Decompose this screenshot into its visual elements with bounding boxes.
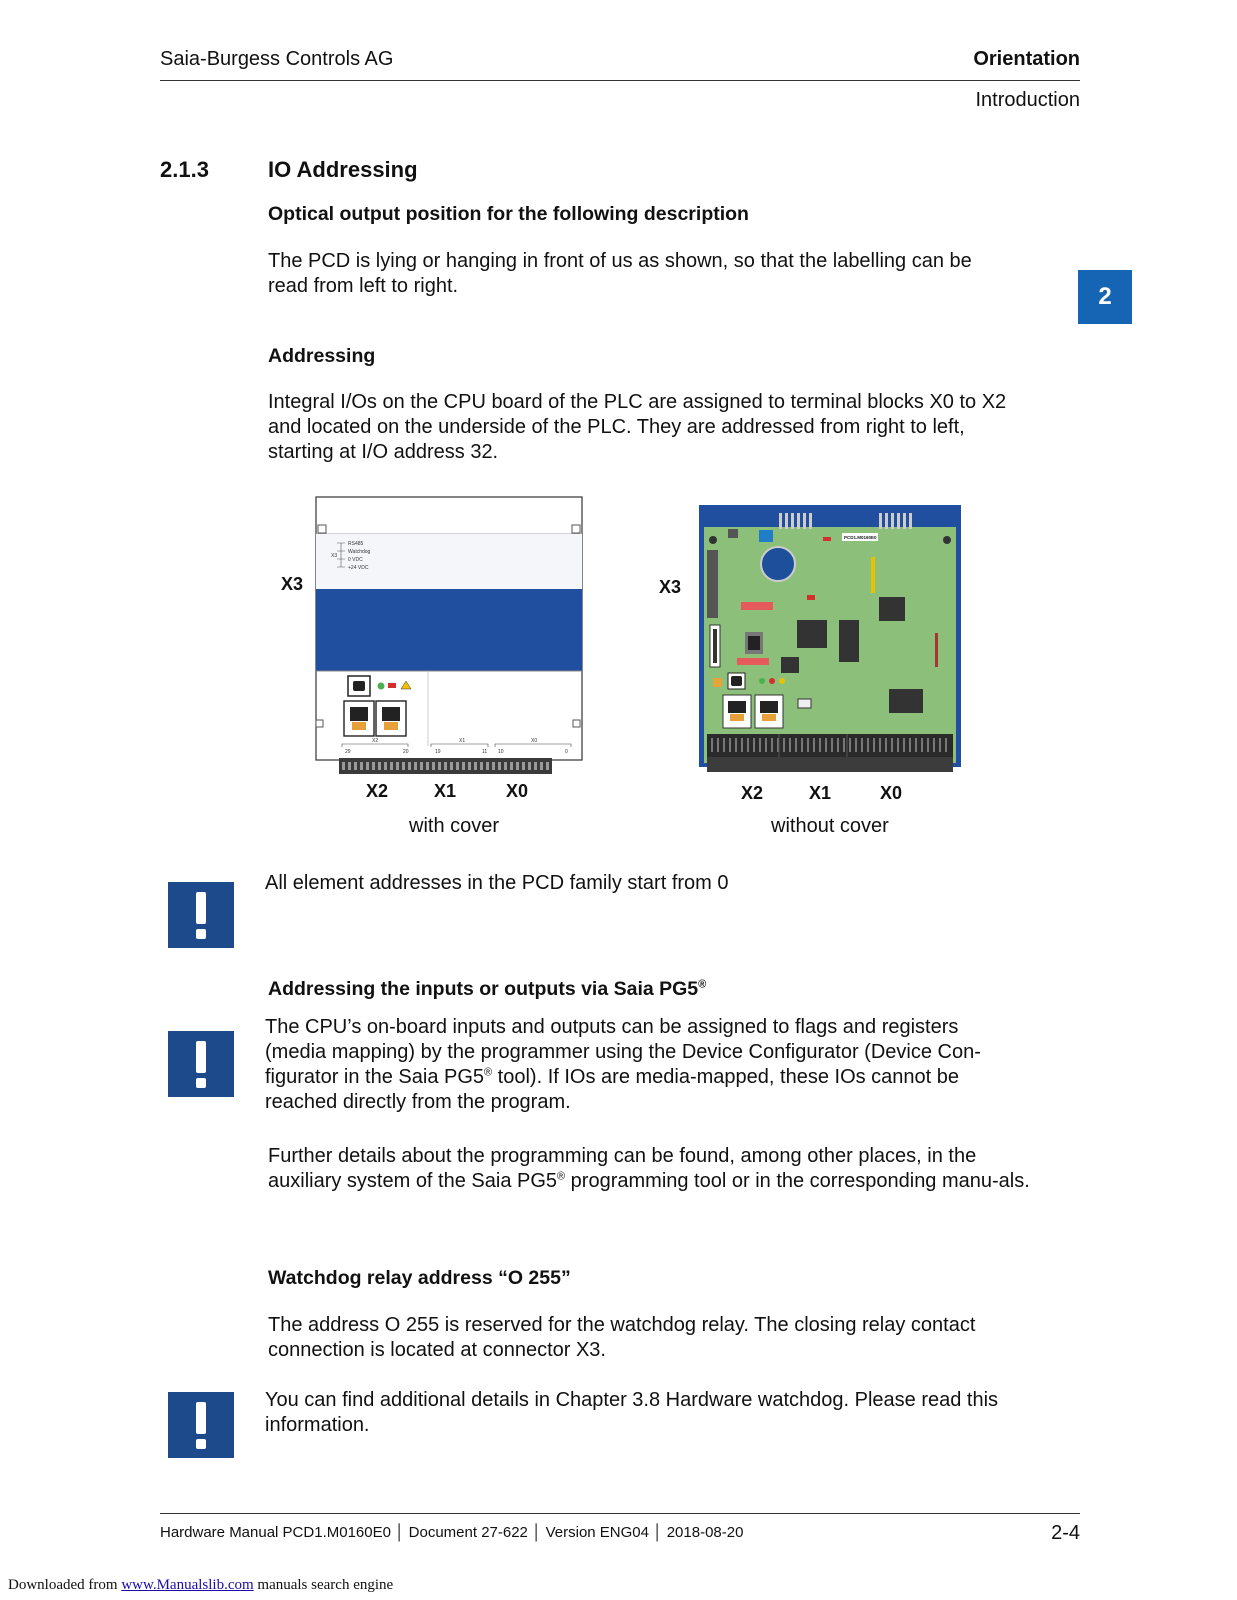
addressing-text: Integral I/Os on the CPU board of the PLC are assigned to terminal blocks X0 to X2 and located on the underside of the PLC. They are addressed from right to left, starting at I/O address 32. [268, 391, 1007, 463]
addressing-heading: Addressing [268, 345, 376, 367]
footer-rule [160, 1513, 1080, 1514]
small-x3-text: X3 [331, 553, 338, 559]
section-number: 2.1.3 [160, 157, 209, 182]
small-11-text: 11 [482, 749, 488, 755]
header-chapter-title: Orientation [973, 48, 1080, 70]
fig-left-x1-label: X1 [434, 781, 457, 801]
exclamation-icon [168, 882, 234, 948]
watchdog-heading: Watchdog relay address “O 255” [268, 1267, 571, 1289]
fig-right-caption: without cover [771, 815, 889, 837]
small-10-text: 10 [498, 749, 504, 755]
section-title: IO Addressing [268, 157, 418, 182]
device-with-cover-illustration [315, 496, 583, 786]
fig-right-x2-label: X2 [741, 783, 764, 803]
fig-left-x3-label: X3 [281, 574, 304, 594]
exclamation-icon [168, 1031, 234, 1097]
download-note: Downloaded from www.Manualslib.com manuals search engine [8, 1577, 394, 1593]
watchdog-text: The address O 255 is reserved for the watchdog relay. The closing relay contact connection is located at connector X3. [268, 1314, 976, 1361]
optical-heading: Optical output position for the following description [268, 203, 749, 225]
fig-right-x3-label: X3 [659, 577, 682, 597]
small-0vdc-text: 0 VDC [348, 557, 363, 563]
small-x2-text: X2 [372, 738, 379, 744]
small-29-text: 29 [345, 749, 351, 755]
note-watchdog-details: You can find additional details in Chapter 3.8 Hardware watchdog. Please read this information. [265, 1389, 999, 1436]
small-0-text: 0 [565, 749, 568, 755]
footer-document-info: Hardware Manual PCD1.M0160E0 │ Document 27-622 │ Version ENG04 │ 2018-08-20 [160, 1524, 744, 1541]
fig-left-caption: with cover [409, 815, 500, 837]
small-19-text: 19 [435, 749, 441, 755]
manualslib-link[interactable]: www.Manualslib.com [121, 1577, 254, 1593]
small-20-text: 20 [403, 749, 409, 755]
pg5-heading: Addressing the inputs or outputs via Saia PG5® [268, 978, 707, 1000]
further-details-text: Further details about the programming can be found, among other places, in the auxiliary system of the Saia PG5® programming tool or in the corresponding manu-als. [268, 1145, 1030, 1192]
small-watchdog-text: Watchdog [348, 549, 371, 555]
note-media-mapping: The CPU’s on-board inputs and outputs can be assigned to flags and registers (media mapping) by the programmer using the Device Configurator (Device Con-figurator in the Saia PG5® tool). If IOs are media-mapped, these IOs cannot be reached directly from the program. [265, 1016, 981, 1113]
fig-right-x1-label: X1 [809, 783, 832, 803]
page-number: 2-4 [1051, 1522, 1080, 1544]
exclamation-icon [168, 1392, 234, 1458]
header-rule [160, 80, 1080, 81]
small-x1-text: X1 [459, 738, 466, 744]
small-24vdc-text: +24 VDC [348, 565, 369, 571]
header-section: Introduction [975, 89, 1080, 111]
note-addresses: All element addresses in the PCD family start from 0 [265, 872, 729, 894]
small-rs485-text: RS485 [348, 541, 364, 547]
header-company: Saia-Burgess Controls AG [160, 48, 394, 70]
chapter-tab: 2 [1078, 270, 1132, 324]
fig-left-x0-label: X0 [506, 781, 529, 801]
device-without-cover-illustration [699, 505, 963, 790]
board-label-text: PCD1.M0160E0 [844, 535, 877, 540]
optical-text: The PCD is lying or hanging in front of us as shown, so that the labelling can be read from left to right. [268, 250, 972, 297]
fig-left-x2-label: X2 [366, 781, 389, 801]
small-x0-text: X0 [531, 738, 538, 744]
fig-right-x0-label: X0 [880, 783, 903, 803]
